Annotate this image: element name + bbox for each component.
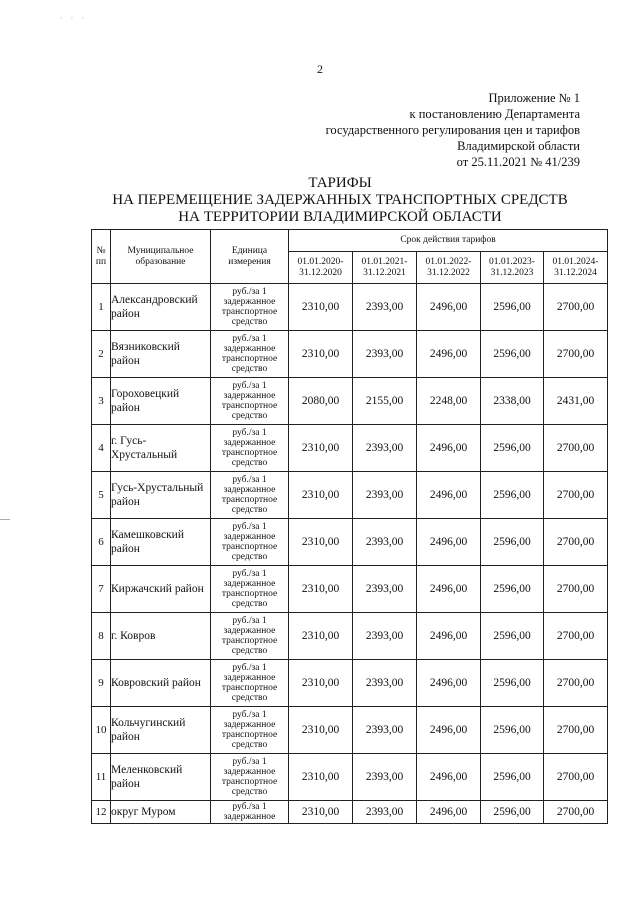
tariff-value: 2310,00 <box>289 566 353 613</box>
tariff-value: 2496,00 <box>417 519 481 566</box>
tariff-value: 2338,00 <box>481 378 544 425</box>
row-number: 2 <box>92 331 111 378</box>
scan-artifact: · · · <box>60 14 87 23</box>
tariff-value: 2496,00 <box>417 613 481 660</box>
header-period-group: Срок действия тарифов <box>289 230 608 252</box>
tariff-value: 2596,00 <box>481 519 544 566</box>
appendix-line: Приложение № 1 <box>488 91 580 105</box>
tariff-value: 2596,00 <box>481 754 544 801</box>
tariff-value: 2496,00 <box>417 660 481 707</box>
tariff-value: 2393,00 <box>353 660 417 707</box>
tariff-value: 2310,00 <box>289 660 353 707</box>
tariff-value: 2155,00 <box>353 378 417 425</box>
row-region: г. Гусь-Хрустальный <box>111 425 211 472</box>
table-row <box>92 754 608 801</box>
title-line: НА ПЕРЕМЕЩЕНИЕ ЗАДЕРЖАННЫХ ТРАНСПОРТНЫХ СРЕДСТВ <box>112 192 568 208</box>
header-unit: Единица измерения <box>211 230 289 284</box>
row-number: 4 <box>92 425 111 472</box>
tariff-value: 2431,00 <box>544 378 608 425</box>
row-number: 5 <box>92 472 111 519</box>
row-region: Камешковский район <box>111 519 211 566</box>
appendix-block <box>326 90 580 170</box>
appendix-date: от 25.11.2021 № 41/239 <box>456 155 580 169</box>
tariff-value: 2248,00 <box>417 378 481 425</box>
tariff-value: 2700,00 <box>544 801 608 824</box>
header-period: 01.01.2021-31.12.2021 <box>353 252 417 284</box>
tariff-value: 2700,00 <box>544 660 608 707</box>
row-number: 12 <box>92 801 111 824</box>
row-number: 7 <box>92 566 111 613</box>
tariff-value: 2700,00 <box>544 519 608 566</box>
table-row <box>92 472 608 519</box>
tariff-value: 2310,00 <box>289 801 353 824</box>
table-row <box>92 284 608 331</box>
row-region: Гусь-Хрустальный район <box>111 472 211 519</box>
row-unit: руб./за 1 задержанное транспортное средство <box>211 378 289 425</box>
tariffs-table <box>91 229 608 824</box>
row-region: Киржачский район <box>111 566 211 613</box>
row-unit: руб./за 1 задержанное транспортное средство <box>211 566 289 613</box>
row-unit: руб./за 1 задержанное транспортное средство <box>211 660 289 707</box>
tariff-value: 2393,00 <box>353 284 417 331</box>
row-region: округ Муром <box>111 801 211 824</box>
row-unit: руб./за 1 задержанное <box>211 801 289 824</box>
tariff-value: 2080,00 <box>289 378 353 425</box>
header-region: Муниципальное образование <box>111 230 211 284</box>
row-unit: руб./за 1 задержанное транспортное средство <box>211 519 289 566</box>
page-number: 2 <box>317 62 323 76</box>
margin-mark <box>0 519 10 520</box>
tariff-value: 2596,00 <box>481 613 544 660</box>
row-region: Ковровский район <box>111 660 211 707</box>
tariff-value: 2310,00 <box>289 472 353 519</box>
tariff-value: 2310,00 <box>289 425 353 472</box>
row-region: г. Ковров <box>111 613 211 660</box>
row-number: 11 <box>92 754 111 801</box>
tariff-value: 2393,00 <box>353 707 417 754</box>
row-number: 9 <box>92 660 111 707</box>
row-number: 10 <box>92 707 111 754</box>
tariff-value: 2596,00 <box>481 472 544 519</box>
tariff-value: 2496,00 <box>417 754 481 801</box>
table-row <box>92 660 608 707</box>
tariff-value: 2700,00 <box>544 472 608 519</box>
table-row <box>92 378 608 425</box>
header-num: № пп <box>92 230 111 284</box>
tariff-value: 2496,00 <box>417 284 481 331</box>
tariff-value: 2393,00 <box>353 566 417 613</box>
row-unit: руб./за 1 задержанное транспортное средство <box>211 754 289 801</box>
tariff-value: 2310,00 <box>289 707 353 754</box>
row-number: 6 <box>92 519 111 566</box>
row-unit: руб./за 1 задержанное транспортное средство <box>211 331 289 378</box>
tariff-value: 2393,00 <box>353 613 417 660</box>
table-row <box>92 519 608 566</box>
row-region: Вязниковский район <box>111 331 211 378</box>
tariff-value: 2393,00 <box>353 754 417 801</box>
tariff-value: 2596,00 <box>481 707 544 754</box>
tariff-value: 2700,00 <box>544 566 608 613</box>
tariff-value: 2496,00 <box>417 707 481 754</box>
title-line: ТАРИФЫ <box>308 175 372 191</box>
tariff-value: 2496,00 <box>417 331 481 378</box>
row-unit: руб./за 1 задержанное транспортное средство <box>211 707 289 754</box>
table-row <box>92 331 608 378</box>
tariff-value: 2310,00 <box>289 519 353 566</box>
table-row <box>92 801 608 824</box>
tariff-value: 2393,00 <box>353 801 417 824</box>
row-unit: руб./за 1 задержанное транспортное средство <box>211 425 289 472</box>
header-period: 01.01.2022-31.12.2022 <box>417 252 481 284</box>
tariff-value: 2393,00 <box>353 425 417 472</box>
tariff-value: 2496,00 <box>417 472 481 519</box>
row-number: 1 <box>92 284 111 331</box>
tariff-value: 2393,00 <box>353 519 417 566</box>
row-unit: руб./за 1 задержанное транспортное средство <box>211 613 289 660</box>
table-row <box>92 707 608 754</box>
tariff-value: 2700,00 <box>544 331 608 378</box>
row-region: Александровский район <box>111 284 211 331</box>
tariff-value: 2700,00 <box>544 613 608 660</box>
row-number: 3 <box>92 378 111 425</box>
document-title <box>100 175 580 226</box>
tariff-value: 2596,00 <box>481 801 544 824</box>
appendix-line: государственного регулирования цен и тарифов <box>325 123 580 137</box>
row-region: Меленковский район <box>111 754 211 801</box>
tariff-value: 2496,00 <box>417 425 481 472</box>
table-row <box>92 613 608 660</box>
tariff-value: 2700,00 <box>544 754 608 801</box>
tariff-value: 2596,00 <box>481 331 544 378</box>
tariff-value: 2496,00 <box>417 801 481 824</box>
row-unit: руб./за 1 задержанное транспортное средство <box>211 284 289 331</box>
row-region: Гороховецкий район <box>111 378 211 425</box>
title-line: НА ТЕРРИТОРИИ ВЛАДИМИРСКОЙ ОБЛАСТИ <box>178 209 502 225</box>
tariff-value: 2310,00 <box>289 331 353 378</box>
tariff-value: 2393,00 <box>353 472 417 519</box>
tariff-value: 2700,00 <box>544 425 608 472</box>
tariff-value: 2596,00 <box>481 660 544 707</box>
tariff-value: 2310,00 <box>289 284 353 331</box>
table-row <box>92 425 608 472</box>
tariff-value: 2700,00 <box>544 284 608 331</box>
tariff-value: 2310,00 <box>289 613 353 660</box>
tariff-value: 2393,00 <box>353 331 417 378</box>
tariff-value: 2310,00 <box>289 754 353 801</box>
table-body <box>92 284 608 824</box>
tariff-value: 2596,00 <box>481 566 544 613</box>
table-row <box>92 566 608 613</box>
header-period: 01.01.2023-31.12.2023 <box>481 252 544 284</box>
appendix-line: Владимирской области <box>457 139 580 153</box>
row-region: Кольчугинский район <box>111 707 211 754</box>
header-period: 01.01.2024-31.12.2024 <box>544 252 608 284</box>
tariff-value: 2596,00 <box>481 425 544 472</box>
row-unit: руб./за 1 задержанное транспортное средство <box>211 472 289 519</box>
tariff-value: 2596,00 <box>481 284 544 331</box>
tariff-value: 2700,00 <box>544 707 608 754</box>
appendix-line: к постановлению Департамента <box>409 107 580 121</box>
header-period: 01.01.2020-31.12.2020 <box>289 252 353 284</box>
row-number: 8 <box>92 613 111 660</box>
tariff-value: 2496,00 <box>417 566 481 613</box>
